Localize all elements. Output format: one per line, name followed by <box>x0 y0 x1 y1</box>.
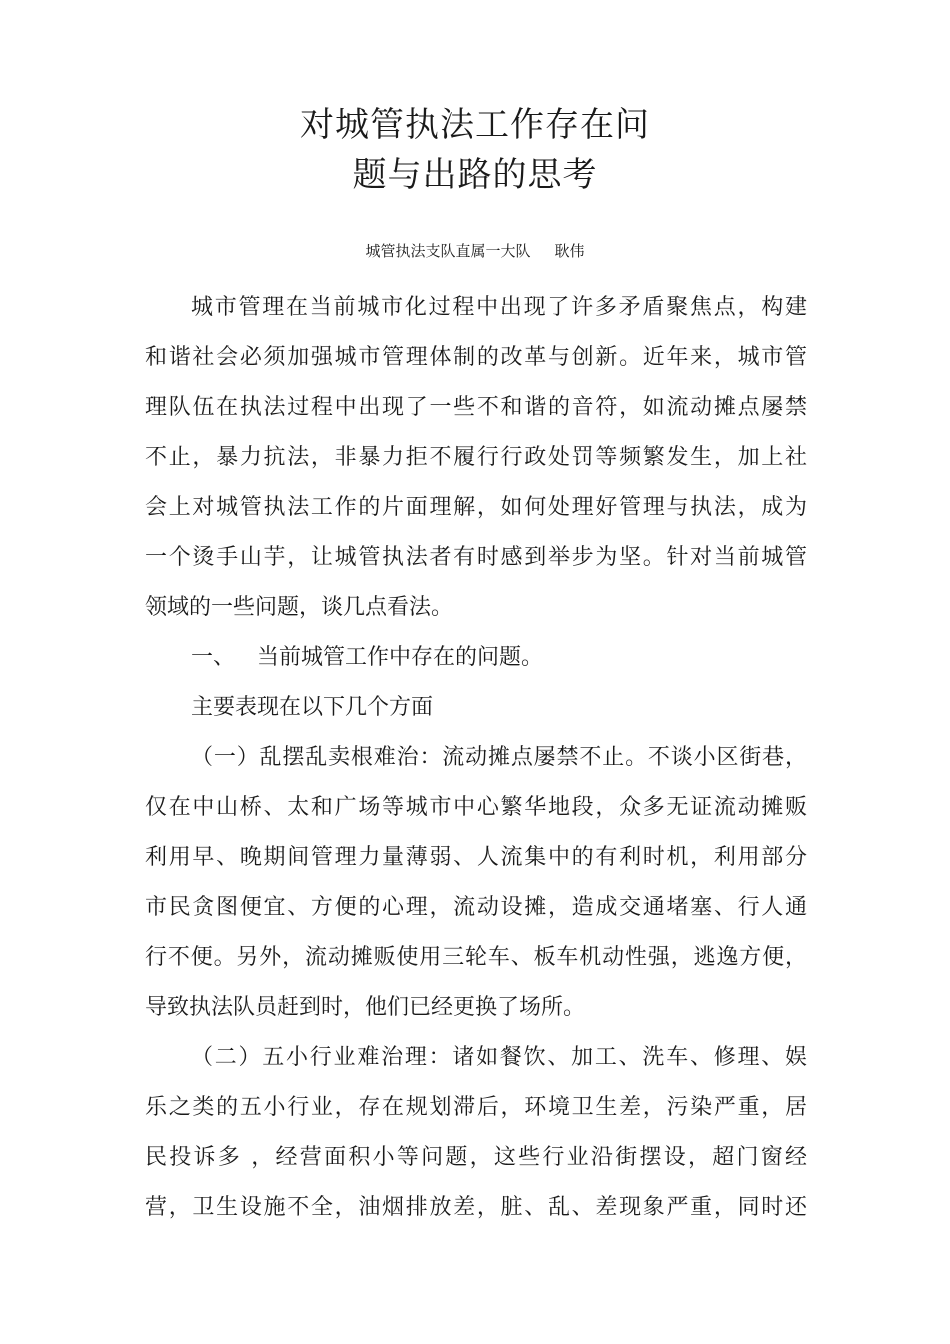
text-line: 主要表现在以下几个方面 <box>191 695 434 720</box>
text-line: 和谐社会必须加强城市管理体制的改革与创新。近年来，城市管 <box>145 345 807 370</box>
text-line: 一个烫手山芋，让城管执法者有时感到举步为坚。针对当前城管 <box>145 545 807 570</box>
text-line: 仅在中山桥、太和广场等城市中心繁华地段，众多无证流动摊贩 <box>145 795 807 820</box>
section-number: 一、 <box>191 645 236 670</box>
text-line: 乐之类的五小行业，存在规划滞后，环境卫生差，污染严重，居 <box>145 1095 807 1120</box>
byline-author: 耿伟 <box>554 242 585 260</box>
text-line: 会上对城管执法工作的片面理解，如何处理好管理与执法，成为 <box>145 495 807 520</box>
section-title: 当前城管工作中存在的问题。 <box>257 645 544 670</box>
text-line: 领域的一些问题，谈几点看法。 <box>145 595 454 620</box>
text-line: 利用早、晚期间管理力量薄弱、人流集中的有利时机，利用部分 <box>145 845 807 870</box>
byline-organization: 城管执法支队直属一大队 <box>365 242 531 260</box>
text-line: 行不便。另外，流动摊贩使用三轮车、板车机动性强，逃逸方便， <box>145 945 807 970</box>
text-line: 城市管理在当前城市化过程中出现了许多矛盾聚焦点，构建 <box>191 295 807 320</box>
section-heading <box>191 647 807 669</box>
text-line: 市民贪图便宜、方便的心理，流动设摊，造成交通堵塞、行人通 <box>145 895 807 920</box>
text-line: 不止，暴力抗法，非暴力拒不履行行政处罚等频繁发生，加上社 <box>145 445 807 470</box>
document-title-line-1: 对城管执法工作存在问 <box>300 105 650 145</box>
document-title-line-2: 题与出路的思考 <box>352 155 598 195</box>
text-line: （二）五小行业难治理：诸如餐饮、加工、洗车、修理、娱 <box>191 1045 807 1070</box>
text-line: 营，卫生设施不全，油烟排放差，脏、乱、差现象严重，同时还 <box>145 1195 807 1220</box>
text-line: 民投诉多 ，经营面积小等问题，这些行业沿街摆设，超门窗经 <box>145 1145 807 1170</box>
text-line: 理队伍在执法过程中出现了一些不和谐的音符，如流动摊点屡禁 <box>145 395 807 420</box>
text-line: （一）乱摆乱卖根难治：流动摊点屡禁不止。不谈小区街巷， <box>191 745 807 770</box>
byline <box>0 244 950 259</box>
text-line: 导致执法队员赶到时，他们已经更换了场所。 <box>145 995 586 1020</box>
